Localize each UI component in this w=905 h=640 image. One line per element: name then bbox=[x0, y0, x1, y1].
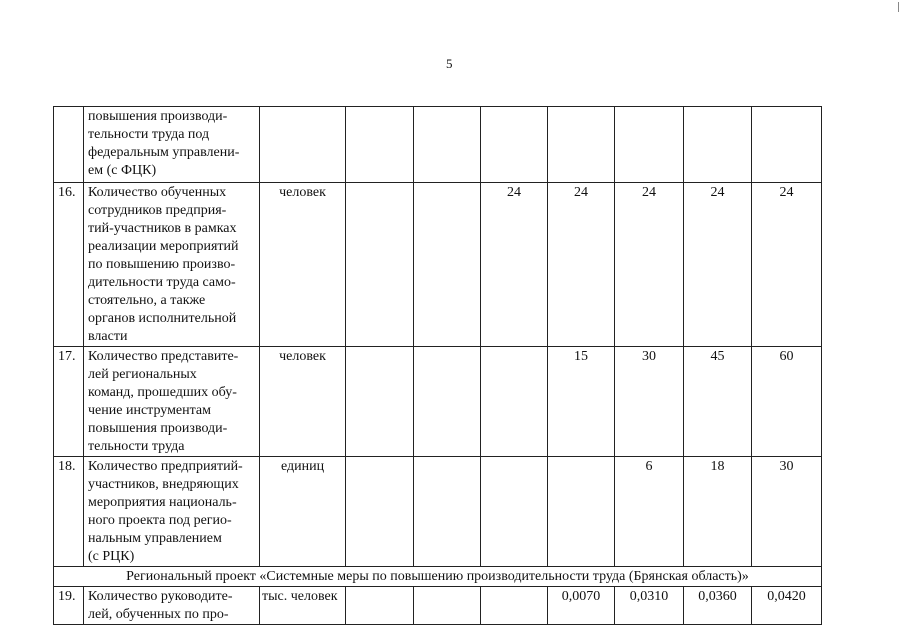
name-line: тельности труда под bbox=[88, 127, 210, 142]
page-number: 5 bbox=[446, 56, 453, 71]
name-line: органов исполнительной bbox=[88, 311, 237, 326]
indicator-name bbox=[84, 347, 260, 457]
name-line: ем (с ФЦК) bbox=[88, 163, 157, 178]
value-cell bbox=[414, 347, 481, 457]
name-line: сотрудников предприя- bbox=[88, 203, 227, 218]
name-line: повышения производи- bbox=[88, 109, 228, 124]
name-line: нальным управлением bbox=[88, 531, 222, 546]
indicators-table bbox=[53, 106, 822, 625]
value-cell: 24 bbox=[481, 183, 548, 347]
unit-cell: человек bbox=[260, 347, 346, 457]
name-line: Количество представите- bbox=[88, 349, 239, 364]
value-cell: 45 bbox=[684, 347, 752, 457]
indicator-name bbox=[84, 587, 260, 625]
value-cell bbox=[414, 107, 481, 183]
value-cell bbox=[684, 107, 752, 183]
name-line: тельности труда bbox=[88, 439, 185, 454]
value-cell bbox=[615, 107, 684, 183]
value-cell bbox=[414, 183, 481, 347]
name-line: Количество руководите- bbox=[88, 589, 233, 604]
value-cell: 24 bbox=[752, 183, 822, 347]
name-line: дительности труда само- bbox=[88, 275, 236, 290]
table-row bbox=[54, 107, 822, 183]
unit-cell bbox=[260, 107, 346, 183]
section-title: Региональный проект «Системные меры по повышению производительности труда (Брянская область)» bbox=[54, 567, 822, 587]
value-cell bbox=[481, 587, 548, 625]
value-cell: 24 bbox=[548, 183, 615, 347]
value-cell: 18 bbox=[684, 457, 752, 567]
value-cell: 24 bbox=[684, 183, 752, 347]
value-cell bbox=[548, 107, 615, 183]
table-row bbox=[54, 347, 822, 457]
name-line: Количество предприятий- bbox=[88, 459, 243, 474]
section-row bbox=[54, 567, 822, 587]
value-cell: 6 bbox=[615, 457, 684, 567]
table-row bbox=[54, 587, 822, 625]
value-cell: 60 bbox=[752, 347, 822, 457]
name-line: мероприятия националь- bbox=[88, 495, 237, 510]
name-line: Количество обученных bbox=[88, 185, 227, 200]
value-cell: 0,0360 bbox=[684, 587, 752, 625]
name-line: лей региональных bbox=[88, 367, 197, 382]
value-cell bbox=[481, 107, 548, 183]
value-cell bbox=[346, 107, 414, 183]
indicator-name bbox=[84, 107, 260, 183]
row-number: 18. bbox=[54, 457, 84, 567]
row-number: 16. bbox=[54, 183, 84, 347]
name-line: чение инструментам bbox=[88, 403, 211, 418]
row-number: 17. bbox=[54, 347, 84, 457]
value-cell: 15 bbox=[548, 347, 615, 457]
table-row bbox=[54, 457, 822, 567]
value-cell bbox=[346, 587, 414, 625]
row-number bbox=[54, 107, 84, 183]
value-cell bbox=[346, 347, 414, 457]
scan-edge-mark bbox=[898, 2, 899, 12]
value-cell bbox=[481, 347, 548, 457]
name-line: лей, обученных по про- bbox=[88, 607, 229, 622]
row-number: 19. bbox=[54, 587, 84, 625]
value-cell bbox=[346, 457, 414, 567]
value-cell: 30 bbox=[752, 457, 822, 567]
value-cell bbox=[414, 587, 481, 625]
unit-cell: тыс. человек bbox=[260, 587, 346, 625]
name-line: тий-участников в рамках bbox=[88, 221, 237, 236]
name-line: федеральным управлени- bbox=[88, 145, 240, 160]
value-cell bbox=[548, 457, 615, 567]
value-cell: 24 bbox=[615, 183, 684, 347]
indicator-name bbox=[84, 457, 260, 567]
name-line: участников, внедряющих bbox=[88, 477, 239, 492]
name-line: реализации мероприятий bbox=[88, 239, 239, 254]
name-line: власти bbox=[88, 329, 128, 344]
unit-cell: единиц bbox=[260, 457, 346, 567]
name-line: стоятельно, а также bbox=[88, 293, 206, 308]
table-row bbox=[54, 183, 822, 347]
value-cell: 0,0070 bbox=[548, 587, 615, 625]
value-cell: 0,0420 bbox=[752, 587, 822, 625]
value-cell: 30 bbox=[615, 347, 684, 457]
name-line: по повышению произво- bbox=[88, 257, 236, 272]
value-cell bbox=[346, 183, 414, 347]
value-cell bbox=[481, 457, 548, 567]
value-cell bbox=[752, 107, 822, 183]
name-line: (с РЦК) bbox=[88, 549, 135, 564]
name-line: ного проекта под регио- bbox=[88, 513, 232, 528]
value-cell: 0,0310 bbox=[615, 587, 684, 625]
name-line: команд, прошедших обу- bbox=[88, 385, 237, 400]
indicator-name bbox=[84, 183, 260, 347]
unit-cell: человек bbox=[260, 183, 346, 347]
value-cell bbox=[414, 457, 481, 567]
name-line: повышения производи- bbox=[88, 421, 228, 436]
